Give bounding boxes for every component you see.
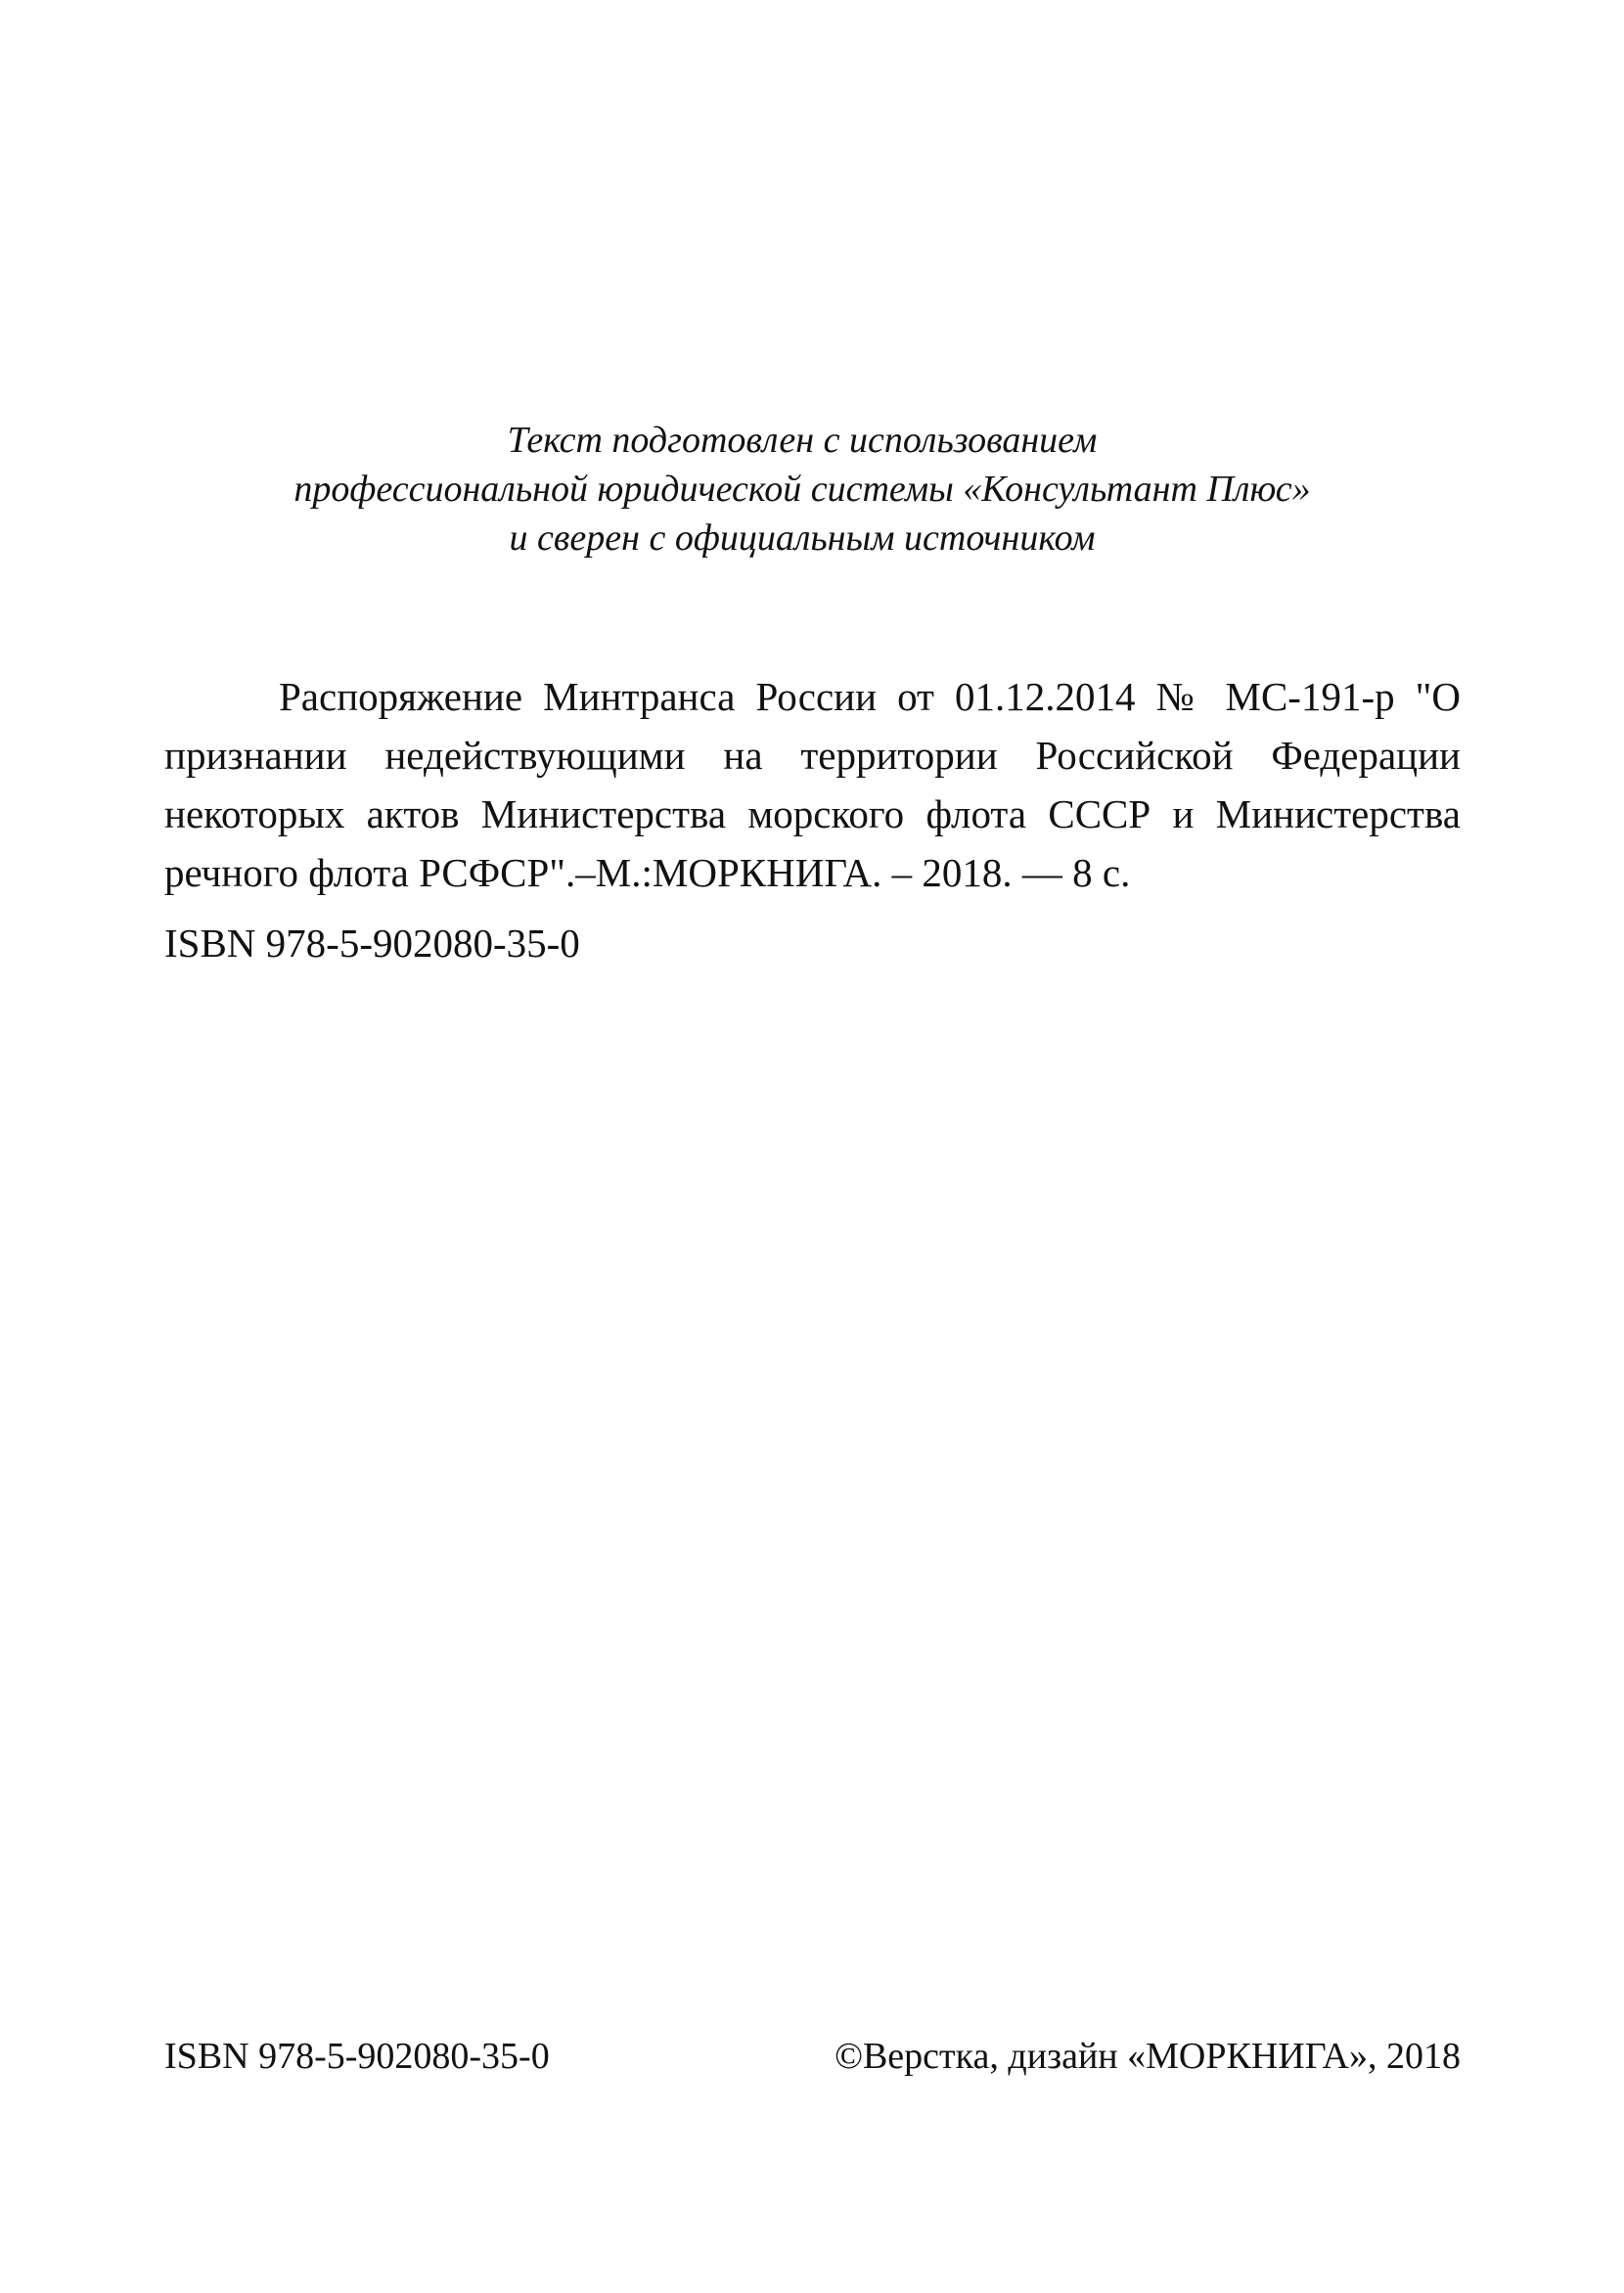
source-note — [196, 416, 1409, 562]
footer-isbn: ISBN 978-5-902080-35-0 — [164, 2036, 550, 2077]
citation-line-2: признании недействующими на территории Российской Федерации — [164, 733, 1461, 778]
footer-copyright: ©Верстка, дизайн «МОРКНИГА», 2018 — [835, 2036, 1461, 2077]
citation-line-4: речного флота РСФСР".–М.:МОРКНИГА. – 2018. — 8 с. — [164, 850, 1131, 895]
source-note-line-3: и сверен с официальным источником — [509, 517, 1096, 559]
source-note-line-2: профессиональной юридической системы «Консультант Плюс» — [293, 469, 1311, 510]
bibliographic-citation — [164, 667, 1461, 902]
source-note-line-1: Текст подготовлен с использованием — [507, 420, 1098, 461]
citation-line-1: Распоряжение Минтранса России от 01.12.2014 № МС-191-р "О — [279, 674, 1461, 719]
isbn-number: ISBN 978-5-902080-35-0 — [164, 921, 580, 966]
citation-line-3: некоторых актов Министерства морского флота СССР и Министерства — [164, 791, 1461, 836]
